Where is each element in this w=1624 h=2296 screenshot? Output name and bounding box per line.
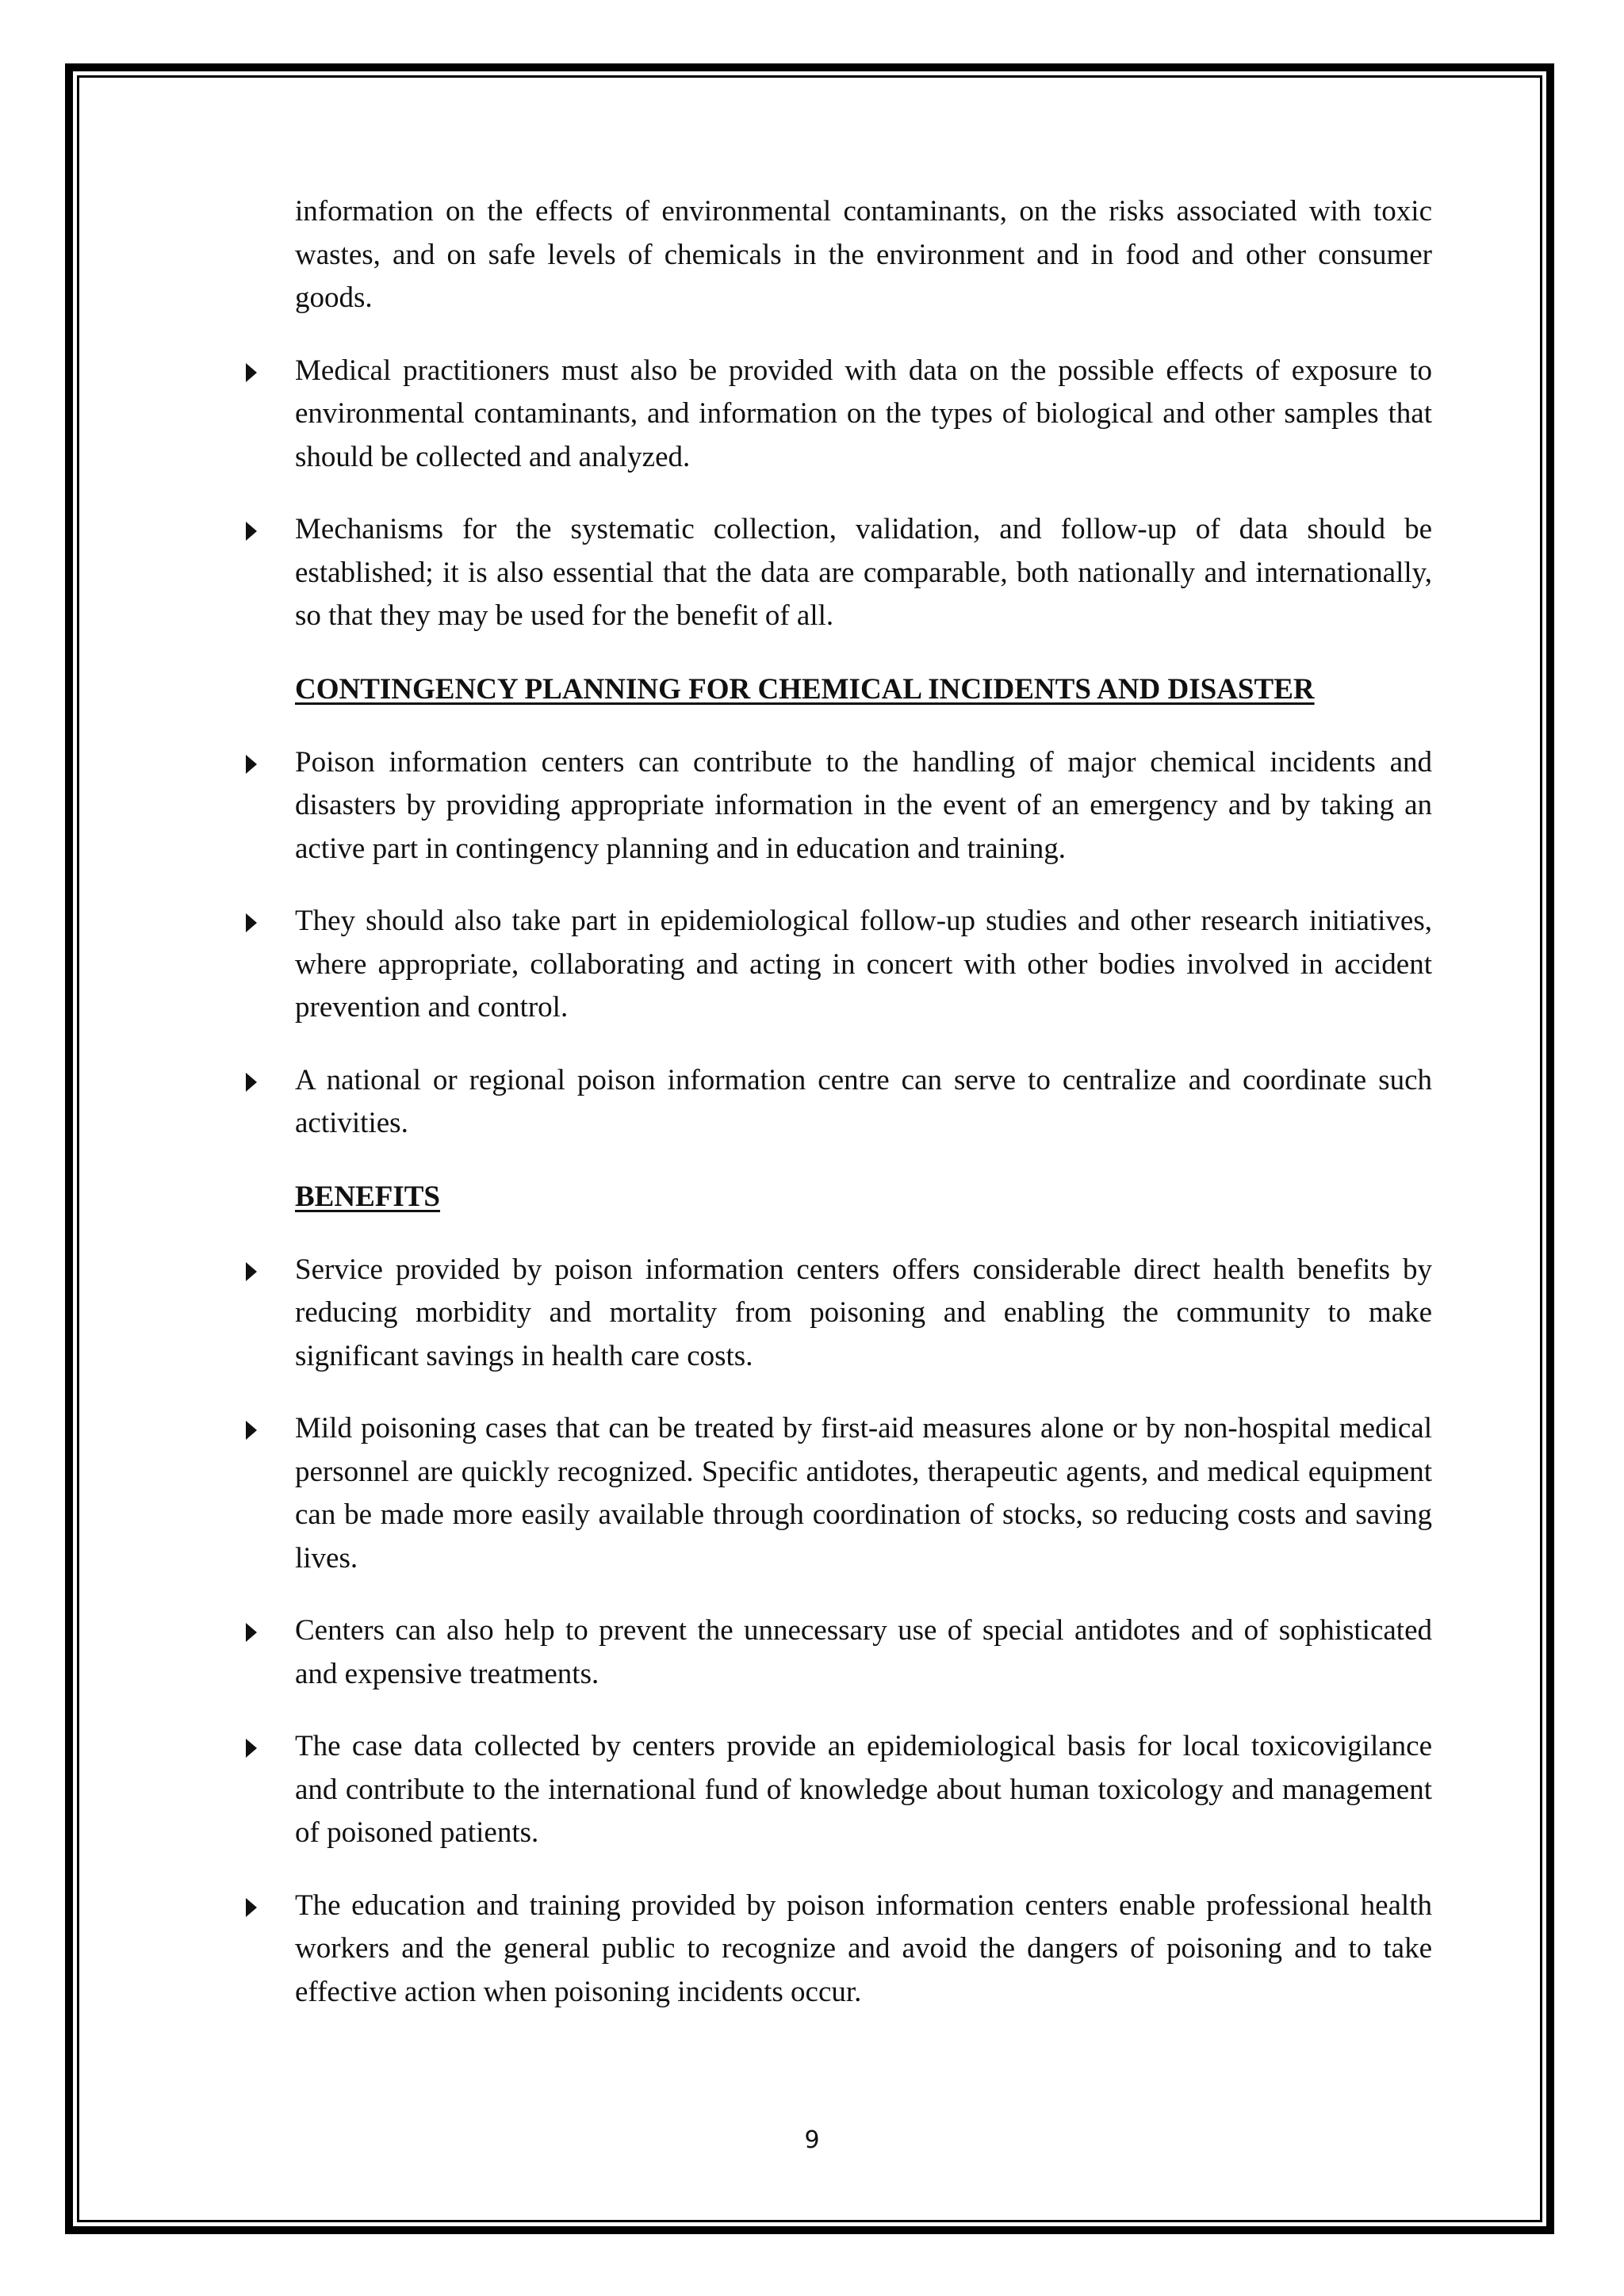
triangle-right-icon [246, 1073, 257, 1092]
section-heading-contingency: CONTINGENCY PLANNING FOR CHEMICAL INCIDENTS AND DISASTER [295, 672, 1315, 706]
bullet-text: Service provided by poison information centers offers considerable direct health benefits by reducing morbidity and mortality from poisoning and enabling the community to make significant savings in health care costs. [295, 1253, 1432, 1372]
triangle-right-icon [246, 363, 257, 382]
triangle-right-icon [246, 1623, 257, 1642]
bullet-item [295, 508, 1432, 638]
bullet-text: They should also take part in epidemiological follow-up studies and other research initiatives, where appropriate, collaborating and acting in concert with other bodies involved in accident prevention and control. [295, 905, 1432, 1024]
bullet-text: Medical practitioners must also be provided with data on the possible effects of exposure to environmental contaminants, and information on the types of biological and other samples that should be collected and analyzed. [295, 354, 1432, 473]
bullet-item [295, 1407, 1432, 1580]
triangle-right-icon [246, 755, 257, 774]
bullet-text: A national or regional poison information centre can serve to centralize and coordinate such activities. [295, 1063, 1432, 1139]
triangle-right-icon [246, 1898, 257, 1917]
bullet-text: Mechanisms for the systematic collection, validation, and follow-up of data should be established; it is also essential that the data are comparable, both nationally and internationally, so that they may be used for the benefit of all. [295, 513, 1432, 632]
triangle-right-icon [246, 1739, 257, 1758]
bullet-item [295, 1725, 1432, 1855]
bullet-item [295, 900, 1432, 1030]
bullet-item [295, 1059, 1432, 1146]
bullet-text: Poison information centers can contribute to the handling of major chemical incidents and disasters by providing appropriate information in the event of an emergency and by taking an active part in contingency planning and in education and training. [295, 745, 1432, 865]
bullet-text: Centers can also help to prevent the unnecessary use of special antidotes and of sophisticated and expensive treatments. [295, 1614, 1432, 1690]
intro-paragraph: information on the effects of environmental contaminants, on the risks associated with toxic wastes, and on safe levels of chemicals in the environment and in food and other consumer goods. [295, 195, 1432, 314]
document-body [295, 190, 1432, 2043]
bullet-item [295, 350, 1432, 480]
triangle-right-icon [246, 522, 257, 541]
bullet-item [295, 1885, 1432, 2015]
bullet-item [295, 741, 1432, 871]
bullet-text: The education and training provided by poison information centers enable professional health workers and the general public to recognize and avoid the dangers of poisoning and to take effective action when poisoning incidents occur. [295, 1888, 1432, 2008]
bullet-item [295, 1249, 1432, 1379]
triangle-right-icon [246, 913, 257, 932]
bullet-item [295, 1609, 1432, 1696]
triangle-right-icon [246, 1262, 257, 1281]
page-number: 9 [804, 2126, 820, 2154]
triangle-right-icon [246, 1421, 257, 1440]
bullet-text: The case data collected by centers provide an epidemiological basis for local toxicovigilance and contribute to the international fund of knowledge about human toxicology and management of poisoned patients. [295, 1730, 1432, 1849]
bullet-text: Mild poisoning cases that can be treated by first-aid measures alone or by non-hospital medical personnel are quickly recognized. Specific antidotes, therapeutic agents, and medical equipment can be made more easily available through coordination of stocks, so reducing costs and saving lives. [295, 1412, 1432, 1575]
section-heading-benefits: BENEFITS [295, 1180, 441, 1213]
